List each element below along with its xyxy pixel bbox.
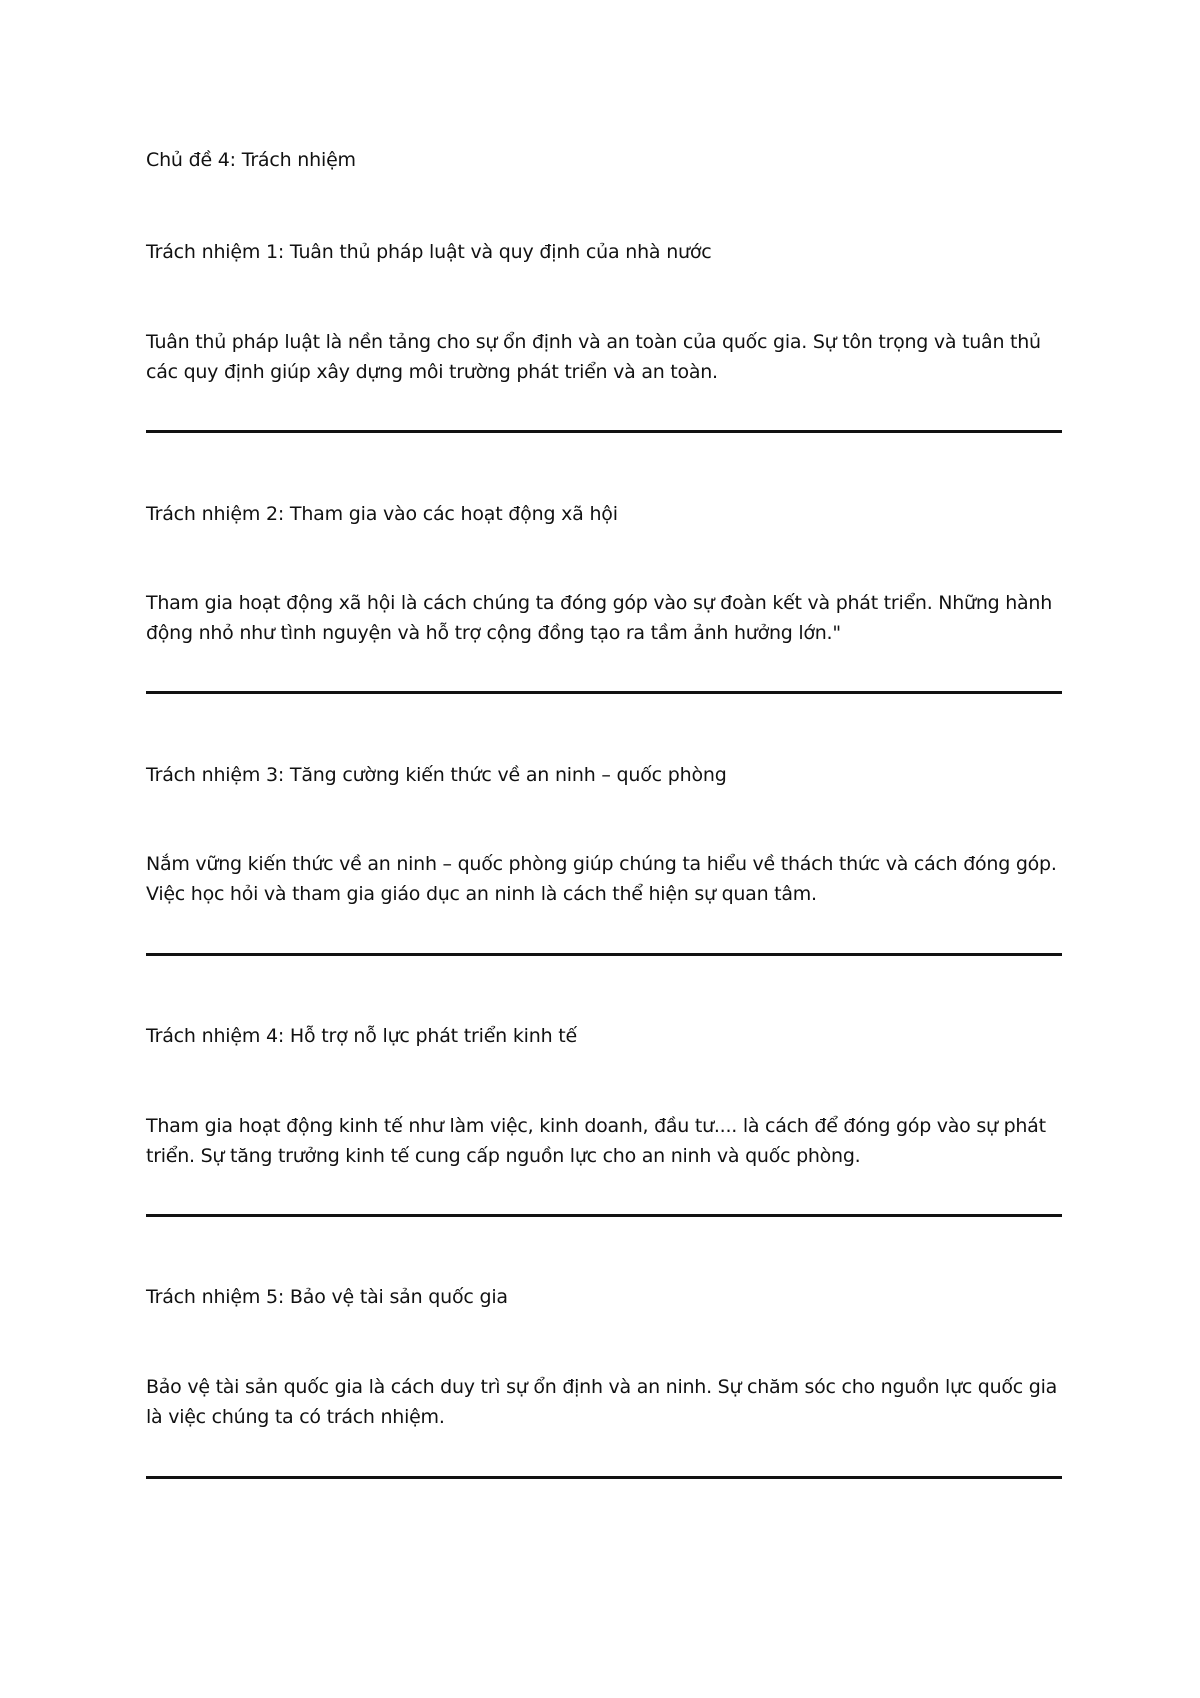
section-divider	[146, 691, 1062, 694]
section-title: Trách nhiệm 5: Bảo vệ tài sản quốc gia	[146, 1286, 508, 1308]
section-body: Tuân thủ pháp luật là nền tảng cho sự ổn định và an toàn của quốc gia. Sự tôn trọng và tuân thủ các quy định giúp xây dựng môi trường phát triển và an toàn.	[146, 331, 1041, 383]
section-body: Nắm vững kiến thức về an ninh – quốc phòng giúp chúng ta hiểu về thách thức và cách đóng góp. Việc học hỏi và tham gia giáo dục an ninh là cách thể hiện sự quan tâm.	[146, 853, 1057, 905]
section-title: Trách nhiệm 1: Tuân thủ pháp luật và quy định của nhà nước	[146, 241, 712, 263]
section-divider	[146, 1476, 1062, 1479]
section-body: Bảo vệ tài sản quốc gia là cách duy trì sự ổn định và an ninh. Sự chăm sóc cho nguồn lực quốc gia là việc chúng ta có trách nhiệm.	[146, 1376, 1057, 1428]
section-body: Tham gia hoạt động kinh tế như làm việc, kinh doanh, đầu tư.... là cách để đóng góp vào sự phát triển. Sự tăng trưởng kinh tế cung cấp nguồn lực cho an ninh và quốc phòng.	[146, 1115, 1046, 1167]
section-title: Trách nhiệm 2: Tham gia vào các hoạt động xã hội	[146, 503, 618, 525]
topic-title: Chủ đề 4: Trách nhiệm	[146, 149, 356, 171]
section-title: Trách nhiệm 3: Tăng cường kiến thức về an ninh – quốc phòng	[146, 764, 727, 786]
section-body: Tham gia hoạt động xã hội là cách chúng ta đóng góp vào sự đoàn kết và phát triển. Những hành động nhỏ như tình nguyện và hỗ trợ cộng đồng tạo ra tầm ảnh hưởng lớn."	[146, 592, 1052, 644]
section-divider	[146, 1214, 1062, 1217]
section-divider	[146, 953, 1062, 956]
section-divider	[146, 430, 1062, 433]
section-title: Trách nhiệm 4: Hỗ trợ nỗ lực phát triển kinh tế	[146, 1025, 578, 1047]
